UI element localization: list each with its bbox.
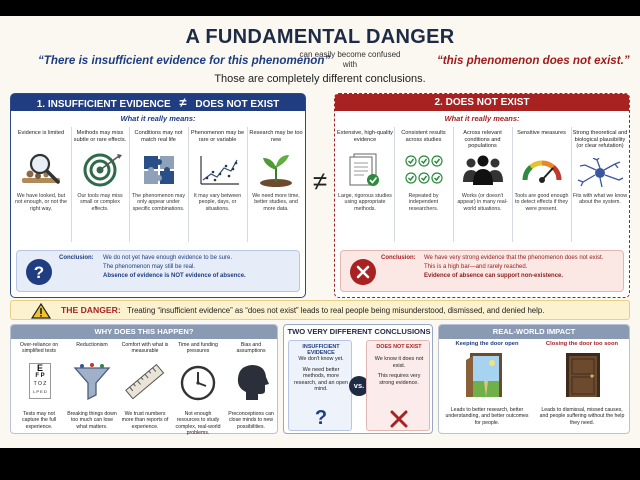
why-item-title: Over-reliance on simplified tests [19, 342, 59, 355]
insufficient-card [288, 340, 352, 431]
two-conclusions-panel [283, 324, 433, 434]
head-icon [232, 362, 272, 402]
question-icon [25, 258, 53, 286]
why-item-body: Tests may not capture the full experience. [21, 411, 57, 430]
column-title: Methods may miss subtle or rare effects. [73, 130, 127, 143]
open-door-icon [464, 351, 510, 399]
impact-left-body: Leads to better research, better understanding, and better outcomes for people. [445, 407, 529, 426]
column-new [248, 130, 304, 212]
column-body: Tools are good enough to detect effects if they were present. [514, 193, 569, 212]
section-label: What it really means: [444, 114, 520, 123]
eye-chart-icon: E F P T O Z L P E D [29, 363, 51, 399]
why-header: WHY DOES THIS HAPPEN? [11, 325, 277, 339]
insufficient-evidence-panel [10, 93, 306, 298]
impact-left-title: Keeping the door open [455, 341, 519, 347]
column-limited [13, 130, 69, 212]
column-methods [72, 130, 128, 212]
card-line: We need better methods, more research, and an open mind. [294, 366, 348, 393]
checkmarks-icon [399, 152, 449, 188]
center-not-equal-icon: ≠ [312, 166, 328, 196]
card-line: We know it does not exist. [374, 356, 424, 369]
why-item-title: Time and funding pressures [178, 342, 218, 355]
x-mark-icon [389, 409, 409, 429]
puzzle-icon [134, 152, 184, 188]
column-body: We need more time, better studies, and more data. [252, 193, 300, 212]
column-title: Extensive, high-quality evidence [337, 130, 393, 143]
column-body: It may vary between people, days, or situations. [193, 193, 242, 212]
conclusion-line: We do not yet have enough evidence to be sure. [103, 255, 232, 261]
sprout-icon [251, 152, 301, 188]
why-item-title: Reductionism [76, 342, 108, 348]
impact-right-title: Closing the door too soon [545, 341, 619, 347]
vs-label: vs. [353, 381, 365, 390]
column-body: We have looked, but not enough, or not the right way. [15, 193, 67, 212]
card-line: This requires very strong evidence. [377, 373, 421, 386]
not-equal-icon: ≠ [179, 95, 187, 110]
closed-door-icon [560, 351, 606, 399]
why-item-body: Preconceptions can close minds to new possibilities. [228, 411, 274, 430]
conclusion-box [16, 250, 300, 292]
x-circle-icon [349, 258, 377, 286]
column-body: Our tools may miss small or complex effects. [77, 193, 123, 212]
people-icon [458, 152, 508, 188]
column-body: Works (or doesn't appear) in many real-world situations. [457, 193, 508, 212]
card-title: DOES NOT EXIST [376, 344, 422, 350]
conclusion-box [340, 250, 624, 292]
page-title: A FUNDAMENTAL DANGER [185, 26, 455, 48]
conclusion-line: The phenomenon may still be real. [103, 264, 196, 270]
column-title: Conditions may not match real life [134, 130, 183, 143]
quote-right-post: exist.” [590, 54, 630, 67]
warning-icon [31, 303, 51, 319]
danger-label: THE DANGER: [61, 305, 121, 315]
infographic [0, 16, 640, 448]
column-body: Fits with what we know about the system. [572, 193, 628, 206]
scatter-chart-icon [193, 152, 243, 188]
neuron-icon [575, 158, 625, 188]
card-body [370, 356, 428, 386]
danger-banner [10, 300, 630, 320]
section-label: What it really means: [120, 114, 196, 123]
svg-text:?: ? [33, 263, 45, 282]
column-title: Across relevant conditions and populations [463, 130, 502, 150]
two-header: TWO VERY DIFFERENT CONCLUSIONS [287, 327, 431, 336]
conclusion-bold: Evidence of absence can support non-existence. [424, 273, 564, 279]
conclusion-label: Conclusion: [381, 255, 416, 261]
subtitle: Those are completely different conclusions. [214, 73, 426, 85]
column-sensitive [513, 130, 570, 212]
column-conditions [130, 130, 187, 212]
conclusion-line: We have very strong evidence that the phenomenon does not exist. [424, 255, 604, 261]
column-title: Sensitive measures [517, 130, 566, 136]
target-icon [75, 152, 125, 188]
conclusion-line: This is a high bar—and rarely reached. [424, 264, 528, 270]
gauge-icon [517, 152, 567, 188]
column-plausibility [572, 130, 628, 206]
card-line: We don't know yet. [298, 356, 344, 362]
impact-header: REAL-WORLD IMPACT [439, 325, 629, 339]
impact-panel [438, 324, 630, 434]
impact-right-body: Leads to dismissal, missed causes, and people suffering without the help they need. [539, 407, 625, 426]
clock-icon [178, 364, 218, 402]
column-body: Repeated by independent researchers. [408, 193, 439, 212]
panel-header-post: DOES NOT EXIST [195, 99, 280, 110]
conclusion-bold: Absence of evidence is NOT evidence of absence. [103, 273, 246, 279]
column-consistent [395, 130, 452, 212]
panel-header-pre: 1. INSUFFICIENT EVIDENCE [36, 99, 171, 110]
column-title: Strong theoretical and biological plausibility (or clear refutation) [572, 130, 628, 150]
quote-right-pre: “this phenomenon [437, 54, 543, 67]
conclusion-label: Conclusion: [59, 255, 94, 261]
column-extensive [337, 130, 393, 212]
column-title: Research may be too new [249, 130, 303, 143]
conclusion-text [424, 254, 622, 281]
question-mark-icon: ? [314, 407, 328, 429]
connector-text: can easily become confused with [299, 50, 401, 69]
why-item-title: Bias and assumptions [236, 342, 266, 355]
column-body: The phenomenon may only appear under specific combinations. [131, 193, 185, 212]
quote-right-emph: does not [542, 54, 591, 67]
column-title: Evidence is limited [17, 130, 65, 136]
card-body [292, 356, 350, 393]
column-title: Phenomenon may be rare or variable [190, 130, 245, 143]
ruler-icon [125, 363, 165, 401]
why-item-body: Not enough resources to study complex, real-world problems. [175, 411, 221, 437]
why-panel [10, 324, 278, 437]
column-rare [189, 130, 246, 212]
card-title: INSUFFICIENT EVIDENCE [302, 344, 340, 356]
quote-insufficient: “There is insufficient evidence for this phenomenon” [38, 54, 331, 67]
funnel-icon [72, 363, 112, 401]
why-item-body: Breaking things down too much can lose what matters. [67, 411, 117, 430]
danger-text: Treating “insufficient evidence” as “does not exist” leads to real people being misunderstood, dismissed, and denied help. [127, 305, 545, 315]
why-item-body: We trust numbers more than reports of experience. [121, 411, 169, 430]
does-not-exist-card [366, 340, 430, 431]
conclusion-text [103, 254, 298, 281]
panel-header [11, 94, 305, 111]
panel-header: 2. DOES NOT EXIST [335, 94, 629, 111]
magnifier-icon [16, 152, 66, 188]
column-body: Large, rigorous studies using appropriate methods. [338, 193, 392, 212]
column-title: Consistent results across studies [401, 130, 446, 143]
column-populations [454, 130, 511, 212]
documents-icon [340, 152, 390, 188]
quote-does-not-exist [437, 54, 630, 67]
why-item-title: Comfort with what is measurable [121, 342, 169, 355]
does-not-exist-panel [334, 93, 630, 298]
